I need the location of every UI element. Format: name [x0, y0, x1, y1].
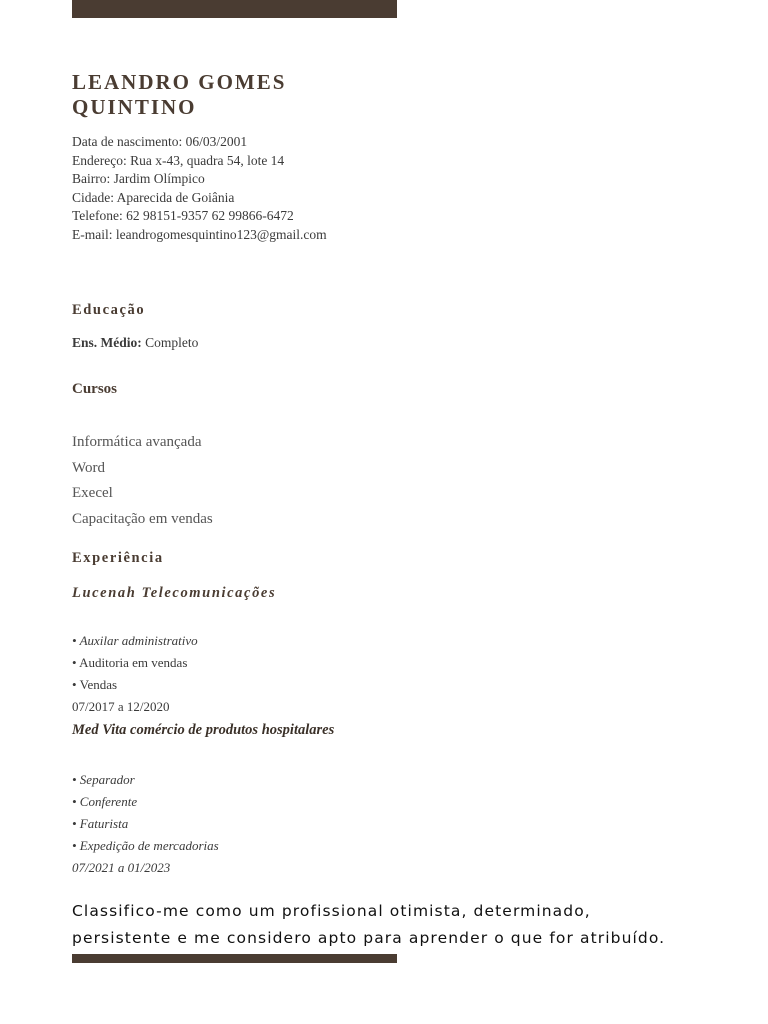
- job-period-1: 07/2017 a 12/2020: [72, 699, 170, 714]
- name-line-1: LEANDRO GOMES: [72, 70, 287, 94]
- experience-title: Experiência: [72, 550, 164, 566]
- duty-item: • Conferente: [72, 794, 138, 809]
- job-company-2: Med Vita comércio de produtos hospitalares: [72, 722, 335, 738]
- address: Endereço: Rua x-43, quadra 54, lote 14: [72, 152, 285, 168]
- education-entry: [72, 335, 198, 351]
- birth-date: Data de nascimento: 06/03/2001: [72, 134, 248, 149]
- profile-summary: [72, 898, 752, 952]
- top-accent-bar: [72, 0, 397, 18]
- courses-title: Cursos: [72, 381, 118, 397]
- duty-item: • Auditoria em vendas: [72, 655, 188, 670]
- summary-line-2: persistente e me considero apto para aprender o que for atribuído.: [72, 929, 666, 947]
- job-company-1: Lucenah Telecomunicações: [72, 585, 277, 601]
- courses-list: [72, 430, 213, 532]
- course-item: Informática avançada: [72, 434, 202, 450]
- job-duties-2: [72, 769, 219, 879]
- candidate-name: [72, 70, 286, 120]
- job-duties-1: [72, 630, 198, 718]
- job-period-2: 07/2021 a 01/2023: [72, 860, 171, 875]
- duty-item: • Separador: [72, 772, 135, 787]
- course-item: Execel: [72, 485, 113, 501]
- phone: Telefone: 62 98151-9357 62 99866-6472: [72, 208, 294, 224]
- duty-item: • Auxilar administrativo: [72, 633, 198, 648]
- course-item: Word: [72, 459, 105, 476]
- duty-item: • Faturista: [72, 816, 129, 831]
- summary-line-1: Classifico-me como um profissional otimista, determinado,: [72, 902, 591, 920]
- education-title: Educação: [72, 302, 146, 318]
- contact-info: [72, 133, 327, 245]
- neighborhood: Bairro: Jardim Olímpico: [72, 171, 205, 187]
- email: E-mail: leandrogomesquintino123@gmail.com: [72, 226, 327, 242]
- course-item: Capacitação em vendas: [72, 510, 213, 527]
- education-value: Completo: [145, 335, 199, 350]
- duty-item: • Vendas: [72, 677, 118, 692]
- city: Cidade: Aparecida de Goiânia: [72, 189, 235, 205]
- duty-item: • Expedição de mercadorias: [72, 838, 219, 853]
- education-label: Ens. Médio:: [72, 335, 142, 350]
- name-line-2: QUINTINO: [72, 95, 197, 119]
- bottom-accent-bar: [72, 954, 397, 963]
